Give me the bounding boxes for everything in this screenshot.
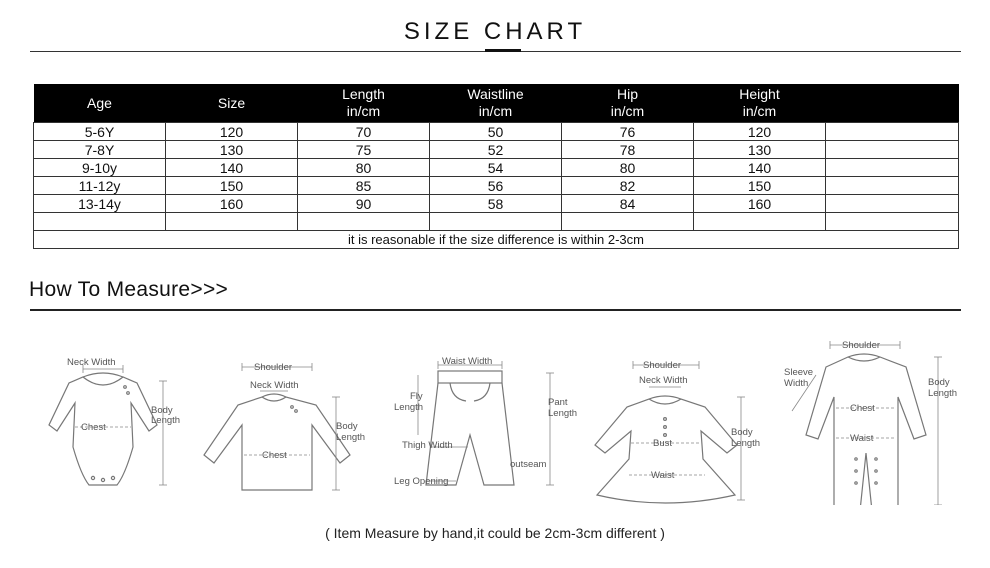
table-cell <box>298 213 430 231</box>
body-length-label: Body <box>928 377 950 388</box>
table-header-row <box>34 84 959 123</box>
neck-width-label: Neck Width <box>639 375 688 386</box>
outseam-label: outseam <box>510 459 547 470</box>
shirt-diagram-icon <box>200 335 375 505</box>
table-cell: 150 <box>694 177 826 195</box>
table-cell: 120 <box>694 123 826 141</box>
fly-length-label-2: Length <box>394 402 424 413</box>
dress-diagram-icon <box>585 335 770 505</box>
table-cell: 52 <box>430 141 562 159</box>
table-cell <box>694 213 826 231</box>
table-cell: 70 <box>298 123 430 141</box>
column-header: Waistline in/cm <box>430 84 562 123</box>
measure-caption: ( Item Measure by hand,it could be 2cm-3cm different ) <box>325 525 665 541</box>
shirt-diagram <box>200 335 375 505</box>
table-cell: 75 <box>298 141 430 159</box>
body-length-label: Body <box>151 405 173 416</box>
romper-diagram <box>780 335 965 505</box>
chest-label: Chest <box>81 422 106 433</box>
table-row <box>34 195 959 213</box>
table-cell <box>826 123 959 141</box>
bodysuit-diagram-icon <box>25 335 195 505</box>
table-cell: 76 <box>562 123 694 141</box>
shoulder-label: Shoulder <box>643 360 682 371</box>
bodysuit-diagram <box>25 335 195 505</box>
romper-diagram-icon <box>780 335 965 505</box>
table-cell <box>826 177 959 195</box>
neck-width-label: Neck Width <box>67 357 116 368</box>
table-cell: 7-8Y <box>34 141 166 159</box>
table-cell: 58 <box>430 195 562 213</box>
pant-length-label: Pant <box>548 397 568 408</box>
waist-label: Waist <box>850 433 874 444</box>
shoulder-label: Shoulder <box>254 362 293 373</box>
table-note-row <box>34 231 959 249</box>
shoulder-label: Shoulder <box>842 340 881 351</box>
column-header: Length in/cm <box>298 84 430 123</box>
pants-diagram <box>390 335 580 505</box>
table-cell: 120 <box>166 123 298 141</box>
table-cell: 5-6Y <box>34 123 166 141</box>
table-cell: 13-14y <box>34 195 166 213</box>
table-cell <box>562 213 694 231</box>
table-cell: 50 <box>430 123 562 141</box>
waist-label: Waist <box>651 470 675 481</box>
table-cell: 80 <box>298 159 430 177</box>
body-length-label-2: Length <box>731 438 761 449</box>
table-cell: 82 <box>562 177 694 195</box>
table-cell: 90 <box>298 195 430 213</box>
table-cell <box>826 159 959 177</box>
size-chart-table <box>33 84 959 249</box>
table-cell: 54 <box>430 159 562 177</box>
table-cell: 9-10y <box>34 159 166 177</box>
table-cell <box>34 213 166 231</box>
table-cell: 160 <box>166 195 298 213</box>
column-header: Hip in/cm <box>562 84 694 123</box>
how-to-measure-title: How To Measure>>> <box>29 278 229 301</box>
column-header: Age <box>34 84 166 123</box>
size-chart-title: SIZE CHART <box>403 18 587 45</box>
table-cell: 130 <box>694 141 826 159</box>
bust-label: Bust <box>653 438 673 449</box>
table-cell: 140 <box>166 159 298 177</box>
leg-opening-label: Leg Opening <box>394 476 449 487</box>
table-cell <box>166 213 298 231</box>
pant-length-label-2: Length <box>548 408 578 419</box>
body-length-label-2: Length <box>151 415 181 426</box>
dress-diagram <box>585 335 770 505</box>
table-row <box>34 159 959 177</box>
neck-width-label: Neck Width <box>250 380 299 391</box>
table-row <box>34 123 959 141</box>
table-cell: 56 <box>430 177 562 195</box>
table-cell: 78 <box>562 141 694 159</box>
table-cell: 160 <box>694 195 826 213</box>
table-cell: 84 <box>562 195 694 213</box>
table-cell: 85 <box>298 177 430 195</box>
title-accent-bar <box>485 49 521 52</box>
table-row <box>34 141 959 159</box>
table-cell <box>430 213 562 231</box>
table-cell: 11-12y <box>34 177 166 195</box>
table-cell: 140 <box>694 159 826 177</box>
table-cell <box>826 195 959 213</box>
body-length-label: Body <box>731 427 753 438</box>
table-cell: 130 <box>166 141 298 159</box>
sleeve-width-label: Sleeve <box>784 367 814 378</box>
table-cell: 150 <box>166 177 298 195</box>
waist-width-label: Waist Width <box>442 356 493 367</box>
chest-label: Chest <box>850 403 875 414</box>
table-row <box>34 177 959 195</box>
fly-length-label: Fly <box>410 391 423 402</box>
body-length-label-2: Length <box>928 388 958 399</box>
thigh-width-label: Thigh Width <box>402 440 453 451</box>
size-tolerance-note: it is reasonable if the size difference is within 2-3cm <box>34 231 959 249</box>
section-divider <box>30 309 961 311</box>
sleeve-width-label-2: Width <box>784 378 809 389</box>
body-length-label-2: Length <box>336 432 366 443</box>
table-cell <box>826 213 959 231</box>
body-length-label: Body <box>336 421 358 432</box>
table-row <box>34 213 959 231</box>
table-cell: 80 <box>562 159 694 177</box>
column-header: Size <box>166 84 298 123</box>
column-header <box>826 84 959 123</box>
table-cell <box>826 141 959 159</box>
column-header: Height in/cm <box>694 84 826 123</box>
chest-label: Chest <box>262 450 287 461</box>
pants-diagram-icon <box>390 335 580 505</box>
